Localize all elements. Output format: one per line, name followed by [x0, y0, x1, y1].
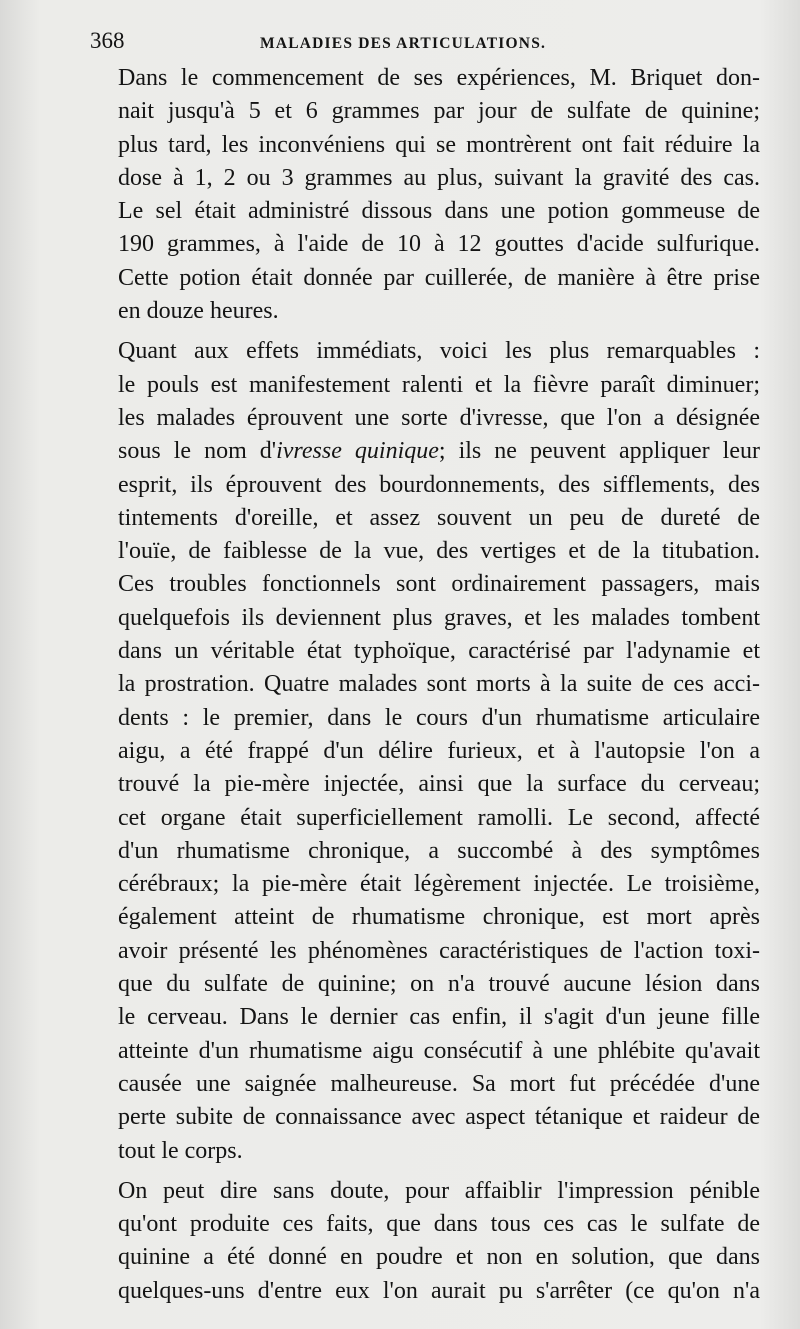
text-line: les malades éprouvent une sorte d'ivresse, que l'on a désignée [118, 404, 760, 431]
text-line: tout le corps. [118, 1137, 243, 1164]
text-line: également atteint de rhumatisme chronique, est mort après [118, 904, 760, 931]
text-line: Cette potion était donnée par cuillerée, de manière à être prise [118, 264, 760, 291]
text-line: le cerveau. Dans le dernier cas enfin, il s'agit d'un jeune fille [118, 1004, 760, 1031]
text-line: le pouls est manifestement ralenti et la fièvre paraît diminuer; [118, 371, 760, 398]
text-fragment: sous le nom d' [118, 438, 277, 465]
page-number: 368 [90, 28, 125, 53]
text-line-with-italic [90, 435, 760, 468]
text-line: la prostration. Quatre malades sont morts à la suite de ces acci- [118, 671, 760, 698]
text-line: quelques-uns d'entre eux l'on aurait pu s'arrêter (ce qu'on n'a [118, 1277, 760, 1304]
text-line: tintements d'oreille, et assez souvent un peu de dureté de [118, 504, 760, 531]
text-line: avoir présenté les phénomènes caractéristiques de l'action toxi- [118, 937, 760, 964]
text-line: Le sel était administré dissous dans une potion gommeuse de [118, 198, 760, 225]
text-line: qu'ont produite ces faits, que dans tous ces cas le sulfate de [118, 1211, 760, 1238]
text-line: 190 grammes, à l'aide de 10 à 12 gouttes d'acide sulfurique. [118, 231, 760, 258]
body-text [90, 62, 760, 1308]
text-line: quelquefois ils deviennent plus graves, et les malades tombent [118, 604, 760, 631]
text-line: nait jusqu'à 5 et 6 grammes par jour de sulfate de quinine; [118, 98, 760, 125]
text-line: Dans le commencement de ses expériences, M. Briquet don- [118, 65, 760, 91]
text-line: l'ouïe, de faiblesse de la vue, des vertiges et de la titubation. [118, 538, 760, 565]
text-line: dents : le premier, dans le cours d'un rhumatisme articulaire [118, 704, 760, 731]
text-line: plus tard, les inconvéniens qui se montrèrent ont fait réduire la [118, 131, 760, 158]
text-line: que du sulfate de quinine; on n'a trouvé aucune lésion dans [118, 971, 760, 998]
text-line: Ces troubles fonctionnels sont ordinairement passagers, mais [118, 571, 760, 598]
text-line: dose à 1, 2 ou 3 grammes au plus, suivant la gravité des cas. [118, 164, 760, 191]
italic-term: ivresse quinique [276, 438, 439, 465]
text-line: causée une saignée malheureuse. Sa mort fut précédée d'une [118, 1070, 760, 1097]
text-line: en douze heures. [118, 298, 279, 325]
text-fragment: ; ils ne peuvent appliquer leur [438, 438, 760, 465]
paragraph-1 [90, 62, 760, 328]
text-line: perte subite de connaissance avec aspect tétanique et raideur de [118, 1104, 760, 1131]
text-line: Quant aux effets immédiats, voici les plus remarquables : [118, 338, 760, 365]
text-line: dans un véritable état typhoïque, caractérisé par l'adynamie et [118, 638, 760, 665]
text-line: On peut dire sans doute, pour affaiblir l'impression pénible [118, 1177, 760, 1204]
text-line: quinine a été donné en poudre et non en solution, que dans [118, 1244, 760, 1271]
text-line: trouvé la pie-mère injectée, ainsi que la surface du cerveau; [118, 771, 760, 798]
text-line: cérébraux; la pie-mère était légèrement injectée. Le troisième, [118, 871, 760, 898]
text-line: atteinte d'un rhumatisme aigu consécutif à une phlébite qu'avait [118, 1037, 760, 1064]
text-line: aigu, a été frappé d'un délire furieux, et à l'autopsie l'on a [118, 737, 760, 764]
running-head: MALADIES DES ARTICULATIONS. [260, 35, 547, 52]
text-line: esprit, ils éprouvent des bourdonnements, des sifflements, des [118, 471, 760, 498]
page-header [90, 28, 760, 62]
text-line: cet organe était superficiellement ramolli. Le second, affecté [118, 804, 760, 831]
paragraph-2 [90, 335, 760, 1167]
text-line: d'un rhumatisme chronique, a succombé à des symptômes [118, 837, 760, 864]
paragraph-3 [90, 1175, 760, 1308]
